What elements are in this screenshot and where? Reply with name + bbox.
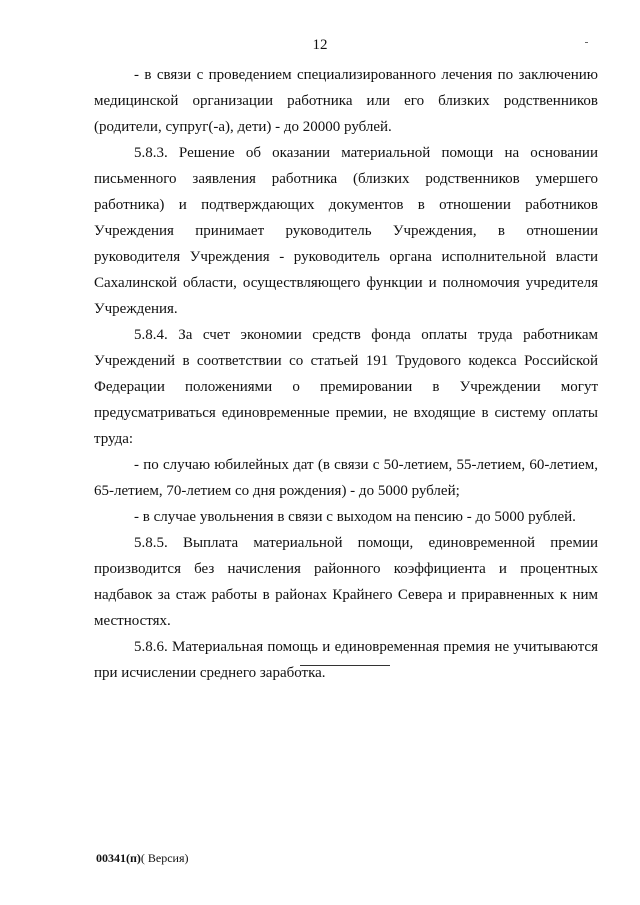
- paragraph-5-8-4: 5.8.4. За счет экономии средств фонда оплаты труда работникам Учреждений в соответствии со статьей 191 Трудового кодекса Российской Федерации положениями о премировании в Учреждении могут предусматриваться единовременные премии, не входящие в систему оплаты труда:: [94, 327, 598, 447]
- paragraph-5-8-6: 5.8.6. Материальная помощь и единовременная премия не учитываются при исчислении среднего заработка.: [94, 639, 598, 681]
- paragraph-retirement-bonus: - в случае увольнения в связи с выходом на пенсию - до 5000 рублей.: [134, 509, 576, 525]
- paragraph-anniversary-bonus: - по случаю юбилейных дат (в связи с 50-летием, 55-летием, 60-летием, 65-летием, 70-летием со дня рождения) - до 5000 рублей;: [94, 457, 598, 499]
- document-code: 00341(п): [96, 851, 141, 865]
- end-separator-line: [300, 665, 390, 666]
- page-number: 12: [312, 37, 328, 53]
- document-version: ( Версия): [140, 851, 189, 865]
- paragraph-5-8-3: 5.8.3. Решение об оказании материальной помощи на основании письменного заявления работника (близких родственников умершего работника) и подтверждающих документов в отношении работников Учреждения принимает руководитель Учреждения, в отношении руководителя Учреждения - руководитель органа исполнительной власти Сахалинской области, осуществляющего функции и полномочия учредителя Учреждения.: [94, 145, 598, 317]
- paragraph-5-8-5: 5.8.5. Выплата материальной помощи, единовременной премии производится без начисления районного коэффициента и процентных надбавок за стаж работы в районах Крайнего Севера и приравненных к ним местностях.: [94, 535, 598, 629]
- paragraph-treatment-assistance: - в связи с проведением специализированного лечения по заключению медицинской организации работника или его близких родственников (родители, супруг(-а), дети) - до 20000 рублей.: [94, 67, 598, 135]
- document-body: [94, 62, 598, 686]
- document-footer: [96, 851, 189, 865]
- scan-mark: [585, 42, 588, 43]
